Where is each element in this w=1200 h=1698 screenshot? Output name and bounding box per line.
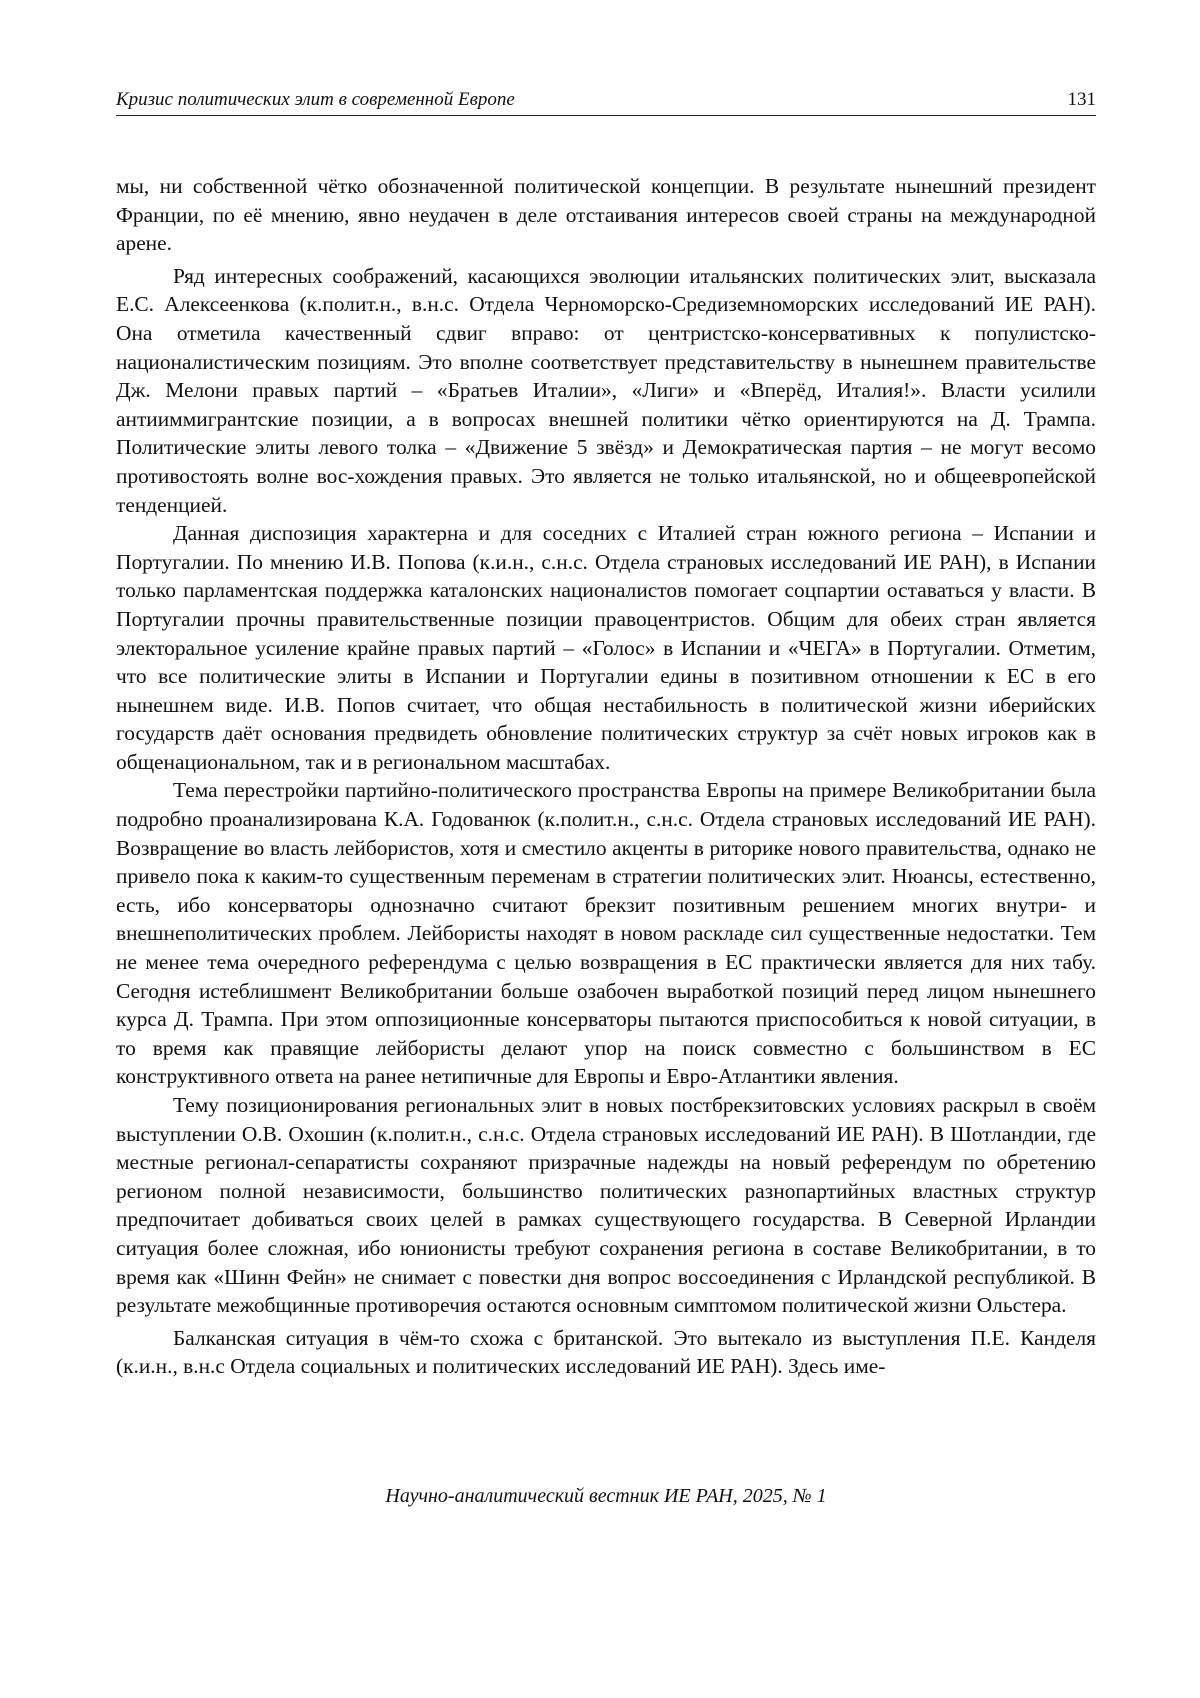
paragraph: Данная диспозиция характерна и для соседних с Италией стран южного региона – Испании и Португалии. По мнению И.В. Попова (к.и.н., с.н.с. Отдела страновых исследований ИЕ РАН), в Испании только парламентская поддержка каталонских националистов помогает соцпартии оставаться у власти. В Португалии прочны правительственные позиции правоцентристов. Общим для обеих стран является электоральное усиление крайне правых партий – «Голос» в Испании и «ЧЕГА» в Португалии. Отметим, что все политические элиты в Испании и Португалии едины в позитивном отношении к ЕС в его нынешнем виде. И.В. Попов считает, что общая нестабильность в политической жизни иберийских государств даёт основания предвидеть обновление политических структур за счёт новых игроков как в общенациональном, так и в региональном масштабах. xyxy=(116,521,1096,774)
paragraph: Балканская ситуация в чём-то схожа с британской. Это вытекало из выступления П.Е. Канделя (к.и.н., в.н.с Отдела социальных и политических исследований ИЕ РАН). Здесь име- xyxy=(116,1325,1096,1379)
paragraph-continuation: мы, ни собственной чётко обозначенной политической концепции. В результате нынешний президент Франции, по её мнению, явно неудачен в деле отстаивания интересов своей страны на международной арене. xyxy=(116,174,1096,256)
journal-footer: Научно-аналитический вестник ИЕ РАН, 2025, № 1 xyxy=(385,1485,827,1507)
paragraph: Ряд интересных соображений, касающихся эволюции итальянских политических элит, высказала Е.С. Алексеенкова (к.полит.н., в.н.с. Отдела Черноморско-Средиземноморских исследований ИЕ РАН). Она отметила качественный сдвиг вправо: от центристско-консервативных к популистско-националистическим позициям. Это вполне соответствует представительству в нынешнем правительстве Дж. Мелони правых партий – «Братьев Италии», «Лиги» и «Вперёд, Италия!». Власти усилили антииммигрантские позиции, а в вопросах внешней политики чётко ориентируются на Д. Трампа. Политические элиты левого толка – «Движение 5 звёзд» и Демократическая партия – не могут весомо противостоять волне вос-хождения правых. Это является не только итальянской, но и общеевропейской тенденцией. xyxy=(116,263,1096,517)
running-title: Кризис политических элит в современной Европе xyxy=(116,89,515,110)
paragraph: Тема перестройки партийно-политического пространства Европы на примере Великобритании была подробно проанализирована К.А. Годованюк (к.полит.н., с.н.с. Отдела страновых исследований ИЕ РАН). Возвращение во власть лейбористов, хотя и сместило акценты в риторике нового правительства, однако не привело пока к каким-то существенным переменам в стратегии политических элит. Нюансы, естественно, есть, ибо консерваторы однозначно считают брекзит позитивным решением многих внутри- и внешнеполитических проблем. Лейбористы находят в новом раскладе сил существенные недостатки. Тем не менее тема очередного референдума с целью возвращения в ЕС практически является для них табу. Сегодня истеблишмент Великобритании больше озабочен выработкой позиций перед лицом нынешнего курса Д. Трампа. При этом оппозиционные консерваторы пытаются приспособиться к новой ситуации, в то время как правящие лейбористы делают упор на поиск совместно с большинством в ЕС конструктивного ответа на ранее нетипичные для Европы и Евро-Атлантики явления. xyxy=(116,778,1096,1089)
page-header xyxy=(116,84,1096,116)
article-body xyxy=(116,172,1096,1381)
page-number: 131 xyxy=(1067,89,1096,110)
paragraph: Тему позиционирования региональных элит в новых постбрекзитовских условиях раскрыл в своём выступлении О.В. Охошин (к.полит.н., с.н.с. Отдела страновых исследований ИЕ РАН). В Шотландии, где местные регионал-сепаратисты сохраняют призрачные надежды на новый референдум по обретению регионом полной независимости, большинство политических разнопартийных властных структур предпочитает добиваться своих целей в рамках существующего государства. В Северной Ирландии ситуация более сложная, ибо юнионисты требуют сохранения региона в составе Великобритании, в то время как «Шинн Фейн» не снимает с повестки дня вопрос воссоединения с Ирландской республикой. В результате межобщинные противоречия остаются основным симптомом политической жизни Ольстера. xyxy=(116,1093,1096,1318)
